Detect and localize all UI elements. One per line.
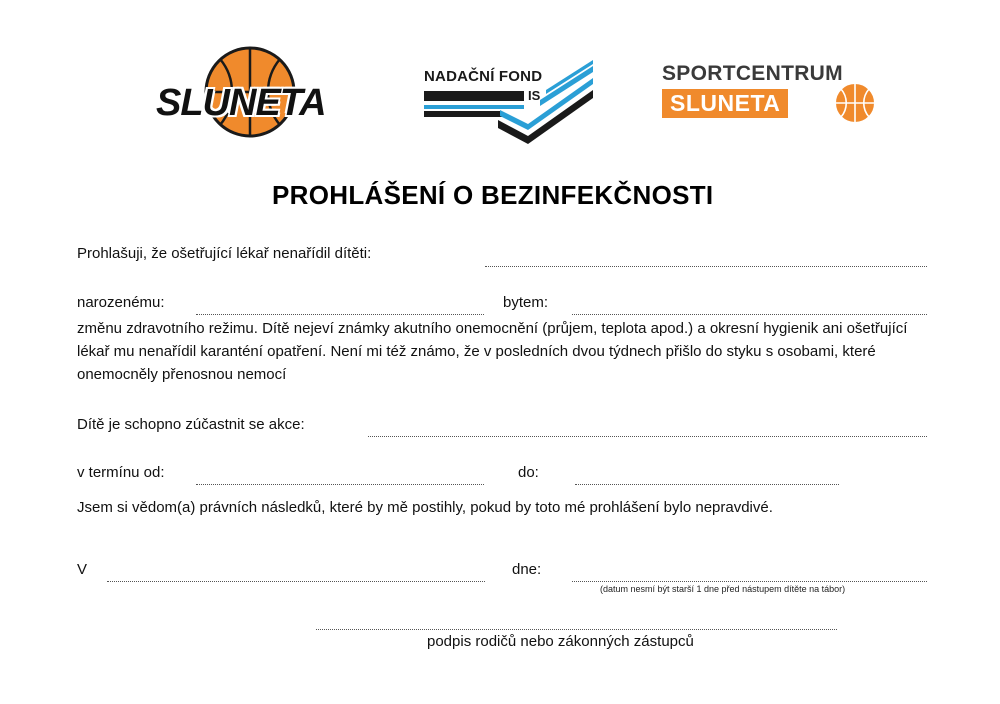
basketball-small-icon: [832, 80, 878, 126]
residence-field[interactable]: [572, 314, 927, 315]
sluneta-logo-text: SLUNETA: [156, 82, 326, 124]
date-label: dne:: [512, 561, 542, 578]
signature-label: podpis rodičů nebo zákonných zástupců: [427, 633, 694, 650]
chevron-stripes-icon: [498, 58, 598, 148]
nadacni-fond-logo-is: IS: [528, 88, 541, 103]
born-label: narozenému:: [77, 294, 165, 311]
signature-field[interactable]: [316, 629, 837, 630]
child-name-field[interactable]: [485, 266, 927, 267]
declare-label: Prohlašuji, že ošetřující lékař nenařídil dítěti:: [77, 245, 372, 262]
nadacni-fond-logo-text: NADAČNÍ FOND: [424, 68, 543, 85]
participate-label: Dítě je schopno zúčastnit se akce:: [77, 416, 305, 433]
place-label: V: [77, 561, 88, 578]
date-field[interactable]: [572, 581, 927, 582]
nadacni-fond-logo: [422, 58, 597, 148]
place-field[interactable]: [107, 581, 485, 582]
sportcentrum-logo: [660, 60, 882, 130]
awareness-statement: Jsem si vědom(a) právních následků, které by mě postihly, pokud by toto mé prohlášení bylo nepravdivé.: [77, 499, 773, 516]
page-title: PROHLÁŠENÍ O BEZINFEKČNOSTI: [272, 180, 714, 210]
sluneta-logo: [150, 44, 360, 140]
birth-date-field[interactable]: [196, 314, 484, 315]
sportcentrum-logo-line2: SLUNETA: [662, 89, 788, 118]
term-from-label: v termínu od:: [77, 464, 165, 481]
residence-label: bytem:: [503, 294, 549, 311]
date-note: (datum nesmí být starší 1 dne před nástupem dítěte na tábor): [600, 584, 846, 594]
sportcentrum-logo-line1: SPORTCENTRUM: [662, 62, 843, 85]
declaration-paragraph: změnu zdravotního režimu. Dítě nejeví známky akutního onemocnění (průjem, teplota apod.) a okresní hygienik ani ošetřující lékař mu nenařídil karanténí opatření. Není mi též známo, že v posledních dvou týdnech přišlo do styku s osobami, které onemocněly přenosnou nemocí: [77, 320, 908, 383]
term-from-field[interactable]: [196, 484, 484, 485]
term-to-label: do:: [518, 464, 539, 481]
event-field[interactable]: [368, 436, 927, 437]
term-to-field[interactable]: [575, 484, 839, 485]
logo-stripe-black-2: [424, 111, 502, 117]
